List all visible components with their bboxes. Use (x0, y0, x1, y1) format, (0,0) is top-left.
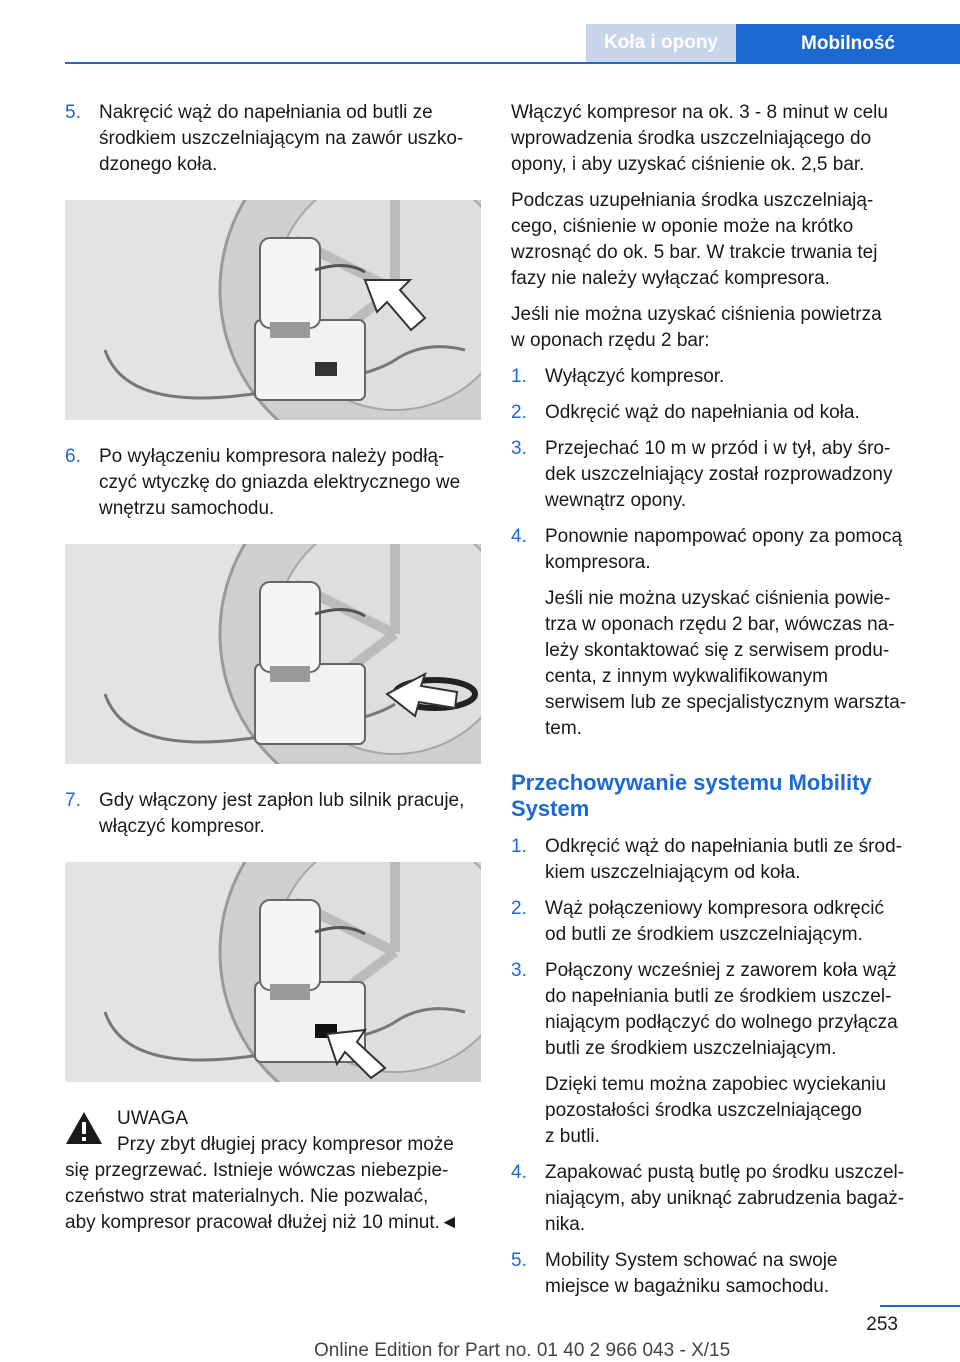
edition-footer: Online Edition for Part no. 01 40 2 966 043 - X/15 (314, 1340, 731, 1361)
step-number: 3. (511, 438, 527, 459)
paragraph: Podczas uzupełniania środka uszczelniają‐ cego, ciśnienie w oponie może na krótko wzrosnąć do ok. 5 bar. W trakcie trwania tej fazy nie należy wyłączać kompresora. (511, 190, 878, 289)
step-number: 3. (511, 960, 527, 981)
list2-item (511, 1248, 927, 1300)
step-text: Zapakować pustą butlę po środku uszczel‐ niającym, aby uniknąć zabrudzenia bagaż‐ nika. (545, 1162, 905, 1235)
step-number: 6. (65, 446, 81, 467)
header-chapter-tab: Mobilność (736, 24, 960, 64)
list2-item (511, 958, 927, 1062)
step-number: 7. (65, 790, 81, 811)
header-rule (65, 62, 960, 64)
paragraph: Jeśli nie można uzyskać ciśnienia powietrza w oponach rzędu 2 bar: (511, 304, 882, 351)
step-number: 2. (511, 898, 527, 919)
step-7 (65, 788, 481, 840)
step-text: Przejechać 10 m w przód i w tył, aby śro‐ dek uszczelniający został rozprowadzony wewnątrz opony. (545, 438, 893, 511)
list1-item (511, 524, 927, 576)
right-column (511, 100, 927, 1310)
step-text: Mobility System schować na swoje miejsce w bagażniku samochodu. (545, 1250, 838, 1297)
list2-item (511, 834, 927, 886)
step-text: Wyłączyć kompresor. (545, 366, 725, 387)
illustration-plug-to-socket (65, 544, 481, 764)
step-text: Ponownie napompować opony za pomocą kompresora. (545, 526, 903, 573)
step-number: 5. (65, 102, 81, 123)
step-text: Nakręcić wąż do napełniania od butli ze środkiem uszczelniającym na zawór uszko‐ dzonego koła. (99, 102, 464, 175)
warning-triangle-icon (65, 1110, 103, 1146)
step-text: Gdy włączony jest zapłon lub silnik pracuje, włączyć kompresor. (99, 790, 465, 837)
list2-item (511, 1160, 927, 1238)
warning-first-line: Przy zbyt długiej pracy kompresor może (117, 1134, 454, 1155)
list1-item (511, 400, 927, 426)
page-number: 253 (866, 1314, 898, 1335)
step-text: Połączony wcześniej z zaworem koła wąż do napełniania butli ze środkiem uszczel‐ niającym podłączyć do wolnego przyłącza butli ze środkiem uszczelniającym. (545, 960, 898, 1059)
header-section-tab: Koła i opony (586, 24, 736, 62)
step-text: Wąż połączeniowy kompresora odkręcić od butli ze środkiem uszczelniającym. (545, 898, 884, 945)
step-text: Odkręcić wąż do napełniania od koła. (545, 402, 860, 423)
step-number: 2. (511, 402, 527, 423)
step-number: 4. (511, 526, 527, 547)
step-number: 1. (511, 836, 527, 857)
warning-box (65, 1106, 481, 1236)
list2-item (511, 896, 927, 948)
illustration-hose-to-valve (65, 200, 481, 420)
left-column (65, 100, 481, 1236)
list1-note: Jeśli nie można uzyskać ciśnienia powie‐ trza w oponach rzędu 2 bar, wówczas na‐ leży skontaktować się z serwisem produ‐ centa, z innym wykwalifikowanym serwisem lub ze specjalistycznym warszta‐ tem. (545, 588, 907, 739)
step-number: 5. (511, 1250, 527, 1271)
step-text: Odkręcić wąż do napełniania butli ze środ‐ kiem uszczelniającym od koła. (545, 836, 902, 883)
step-number: 1. (511, 366, 527, 387)
section-heading: Przechowywanie systemu Mobility System (511, 770, 872, 821)
paragraph: Włączyć kompresor na ok. 3 - 8 minut w celu wprowadzenia środka uszczelniającego do opony, i aby uzyskać ciśnienie ok. 2,5 bar. (511, 102, 888, 175)
illustration-switch-on (65, 862, 481, 1082)
list2-note: Dzięki temu można zapobiec wyciekaniu pozostałości środka uszczelniającego z butli. (545, 1074, 887, 1147)
list1-item (511, 436, 927, 514)
warning-text: się przegrzewać. Istnieje wówczas niebezpie‐ czeństwo strat materialnych. Nie pozwalać, aby kompresor pracował dłużej niż 10 minut.◄ (65, 1160, 459, 1233)
list1-item (511, 364, 927, 390)
warning-title: UWAGA (117, 1108, 189, 1129)
step-5 (65, 100, 481, 178)
step-6 (65, 444, 481, 522)
step-number: 4. (511, 1162, 527, 1183)
footer-rule (880, 1305, 960, 1307)
step-text: Po wyłączeniu kompresora należy podłą‐ czyć wtyczkę do gniazda elektrycznego we wnętrzu samochodu. (99, 446, 461, 519)
